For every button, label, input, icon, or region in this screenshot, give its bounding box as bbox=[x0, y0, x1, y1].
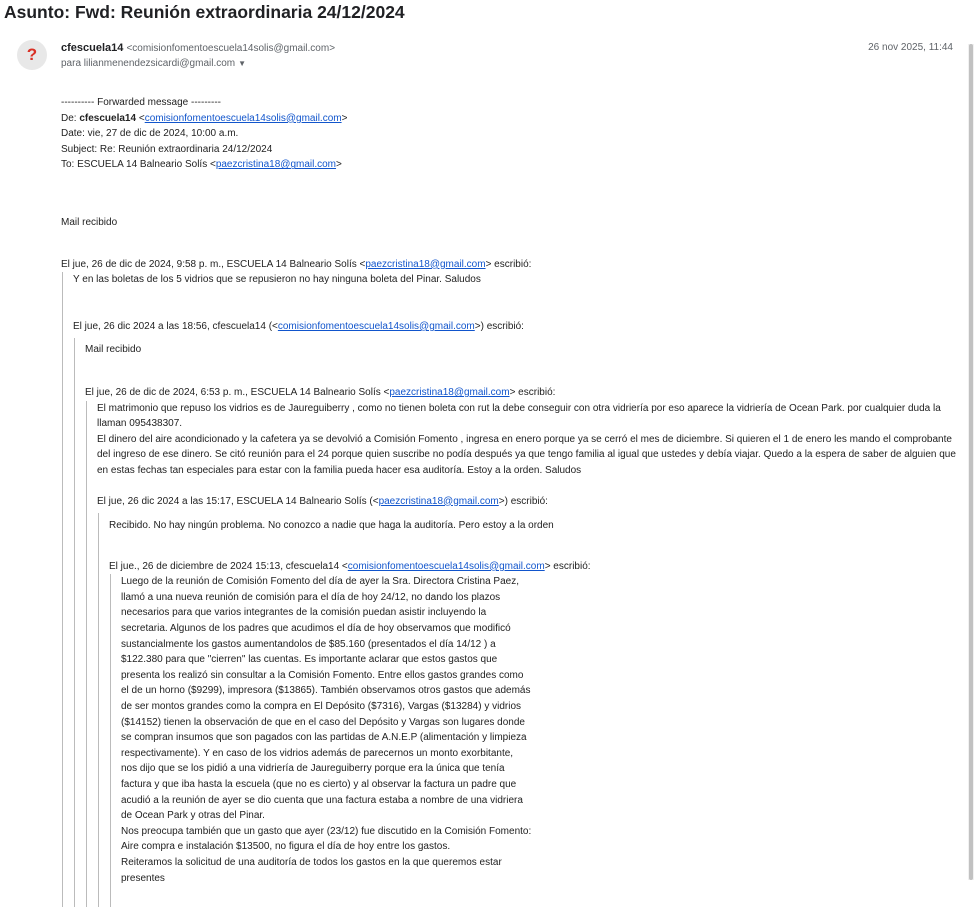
quote-attribution-4-email[interactable]: paezcristina18@gmail.com bbox=[378, 495, 499, 507]
email-subject: Asunto: Fwd: Reunión extraordinaria 24/12/2024 bbox=[4, 2, 405, 22]
forward-from-name: cfescuela14 bbox=[79, 112, 137, 124]
quote-attribution-3-email[interactable]: paezcristina18@gmail.com bbox=[389, 386, 510, 398]
quote-3-para-2: El dinero del aire acondicionado y la cafetera ya se devolvió a Comisión Fomento , ingresa en enero porque ya se cerró el mes de diciembre. Si quieren el 1 de enero les mando el comprobante del ingreso de ese dinero. Se citó reunión para el 24 porque quien suscribe no podía después ya que tengo familia al igual que ustedes y debía viajar. Quedo a la espera de saber de alguien que en estas fechas tan especiales para estar con la familia pueda hacer esa auditoría. Estoy a la orden. Saludos bbox=[97, 433, 956, 476]
email-body bbox=[61, 95, 956, 907]
forward-subject: Subject: Re: Reunión extraordinaria 24/12/2024 bbox=[61, 143, 273, 155]
quote-attribution-5: El jue., 26 de diciembre de 2024 15:13, cfescuela14 <comisionfomentoescuela14solis@gmail.com> escribió: bbox=[109, 560, 591, 572]
quote-5-line: Luego de la reunión de Comisión Fomento del día de ayer la Sra. Directora Cristina Paez, bbox=[121, 576, 519, 588]
recipient-line[interactable] bbox=[61, 58, 246, 69]
quote-5-line: presenta los realizó sin consultar a la Comisión Fomento. Entre ellos gastos grandes como bbox=[121, 669, 524, 681]
quote-attribution-3: El jue, 26 de dic de 2024, 6:53 p. m., ESCUELA 14 Balneario Solís <paezcristina18@gmail.com> escribió: bbox=[85, 386, 556, 398]
quote-1-text: Y en las boletas de los 5 vidrios que se repusieron no hay ninguna boleta del Pinar. Saludos bbox=[73, 274, 481, 286]
quote-5-line: Aire compra e instalación $13500, no figura el día de hoy entre los gastos. bbox=[121, 841, 451, 853]
forward-date: Date: vie, 27 de dic de 2024, 10:00 a.m. bbox=[61, 128, 239, 140]
email-date: 26 nov 2025, 11:44 bbox=[868, 42, 953, 53]
quote-5-line: de ser montos grandes como la compra en El Depósito ($7316), Vargas ($13284) y vidrios bbox=[121, 701, 522, 713]
forward-to-email-link[interactable]: paezcristina18@gmail.com bbox=[215, 159, 337, 171]
quote-5-line: Reiteramos la solicitud de una auditoría de todos los gastos en la que queremos estar bbox=[121, 856, 502, 868]
forward-to-post: > bbox=[336, 159, 342, 171]
chevron-down-icon[interactable]: ▼ bbox=[238, 59, 247, 68]
quote-5-line: Nos preocupa también que un gasto que ayer (23/12) fue discutido en la Comisión Fomento: bbox=[121, 825, 532, 837]
sender-email: <comisionfomentoescuela14solis@gmail.com> bbox=[126, 43, 336, 54]
forward-separator: ---------- Forwarded message --------- bbox=[61, 97, 221, 108]
forward-to-pre: To: ESCUELA 14 Balneario Solís < bbox=[61, 159, 216, 171]
recipient-text: para lilianmenendezsicardi@gmail.com bbox=[61, 58, 236, 69]
quote-5-line: ($14152) tienen la observación de que en el caso del Depósito y Vargas son lugares donde bbox=[121, 716, 525, 728]
quote-attribution-2: El jue, 26 dic 2024 a las 18:56, cfescuela14 (<comisionfomentoescuela14solis@gmail.com>) escribió: bbox=[73, 320, 524, 332]
quote-5-line: el de un horno ($9299), impresora ($13865). También observamos otros gastos que además bbox=[121, 685, 531, 697]
quote-level-5 bbox=[110, 574, 551, 907]
forward-from-email-link[interactable]: comisionfomentoescuela14solis@gmail.com bbox=[144, 112, 342, 124]
quote-level-3 bbox=[86, 401, 956, 908]
quote-5-line: respectivamente). Y en caso de los vidrios además de parecernos un monto exorbitante, bbox=[121, 747, 514, 759]
forward-from-label: De: bbox=[61, 112, 80, 124]
quote-5-line: $122.380 para que "cierren" las cuentas. Es importante aclarar que estos gastos que bbox=[121, 654, 498, 666]
quote-attribution-1-email[interactable]: paezcristina18@gmail.com bbox=[365, 258, 486, 270]
sender-name[interactable]: cfescuela14 bbox=[61, 42, 124, 54]
quote-level-2 bbox=[74, 338, 956, 907]
quote-5-line: factura y que iba hasta la escuela (que no es cierto) y al observar la factura un padre que bbox=[121, 779, 517, 790]
forward-from-email-pre: < bbox=[136, 112, 145, 124]
forward-to bbox=[61, 157, 956, 173]
forward-from bbox=[61, 111, 956, 127]
quote-5-line: de Ocean Park y otras del Pinar. bbox=[121, 810, 265, 822]
sender-line bbox=[61, 42, 335, 54]
quote-2-text: Mail recibido bbox=[85, 344, 142, 356]
quote-attribution-2-email[interactable]: comisionfomentoescuela14solis@gmail.com bbox=[277, 320, 475, 332]
quote-5-line: se compran insumos que son pagados con las partidas de A.N.E.P (alimentación y limpieza bbox=[121, 732, 527, 744]
quote-5-line: acudió a la reunión de ayer se dio cuenta que una factura estaba a nombre de una vidriera bbox=[121, 794, 523, 806]
quote-level-4 bbox=[98, 513, 956, 907]
scrollbar[interactable] bbox=[968, 44, 974, 880]
quote-3-para-1: El matrimonio que repuso los vidrios es de Jaureguiberry , como no tienen boleta con rut la debe conseguir con otra vidriería por eso aparece la vidriería de Ocean Park. por cualquier duda la llaman 095438307. bbox=[97, 402, 941, 430]
quote-attribution-5-email[interactable]: comisionfomentoescuela14solis@gmail.com bbox=[347, 560, 545, 572]
quote-5-line: necesarios para que varios integrantes de la comisión puedan asistir incluyendo la bbox=[121, 607, 487, 619]
quote-5-line: llamó a una nueva reunión de comisión para el día de hoy 24/12, no dando los plazos bbox=[121, 591, 501, 603]
scrollbar-thumb[interactable] bbox=[969, 44, 973, 880]
quote-5-line: presentes bbox=[121, 872, 165, 884]
forward-from-email-post: > bbox=[341, 112, 348, 124]
quote-level-1 bbox=[62, 272, 956, 907]
quote-attribution-1: El jue, 26 de dic de 2024, 9:58 p. m., ESCUELA 14 Balneario Solís <paezcristina18@gmail.com> escribió: bbox=[61, 258, 532, 270]
forwarded-header bbox=[61, 95, 956, 173]
quote-5-line: secretaria. Algunos de los padres que acudimos el día de hoy observamos que modificó bbox=[121, 623, 511, 635]
sender-avatar[interactable]: ? bbox=[17, 40, 47, 70]
quote-4-text: Recibido. No hay ningún problema. No conozco a nadie que haga la auditoría. Pero estoy a la orden bbox=[109, 520, 554, 532]
quote-attribution-4: El jue, 26 dic 2024 a las 15:17, ESCUELA 14 Balneario Solís (<paezcristina18@gmail.com>) escribió: bbox=[97, 495, 548, 507]
reply-text: Mail recibido bbox=[61, 216, 118, 228]
quote-5-line: nos dijo que se los pidió a una vidriería de Jaureguiberry porque era la única que tenía bbox=[121, 763, 505, 775]
quote-5-line: sustancialmente los gastos aumentandolos de $85.160 (presentados el día 14/12 ) a bbox=[121, 638, 496, 650]
